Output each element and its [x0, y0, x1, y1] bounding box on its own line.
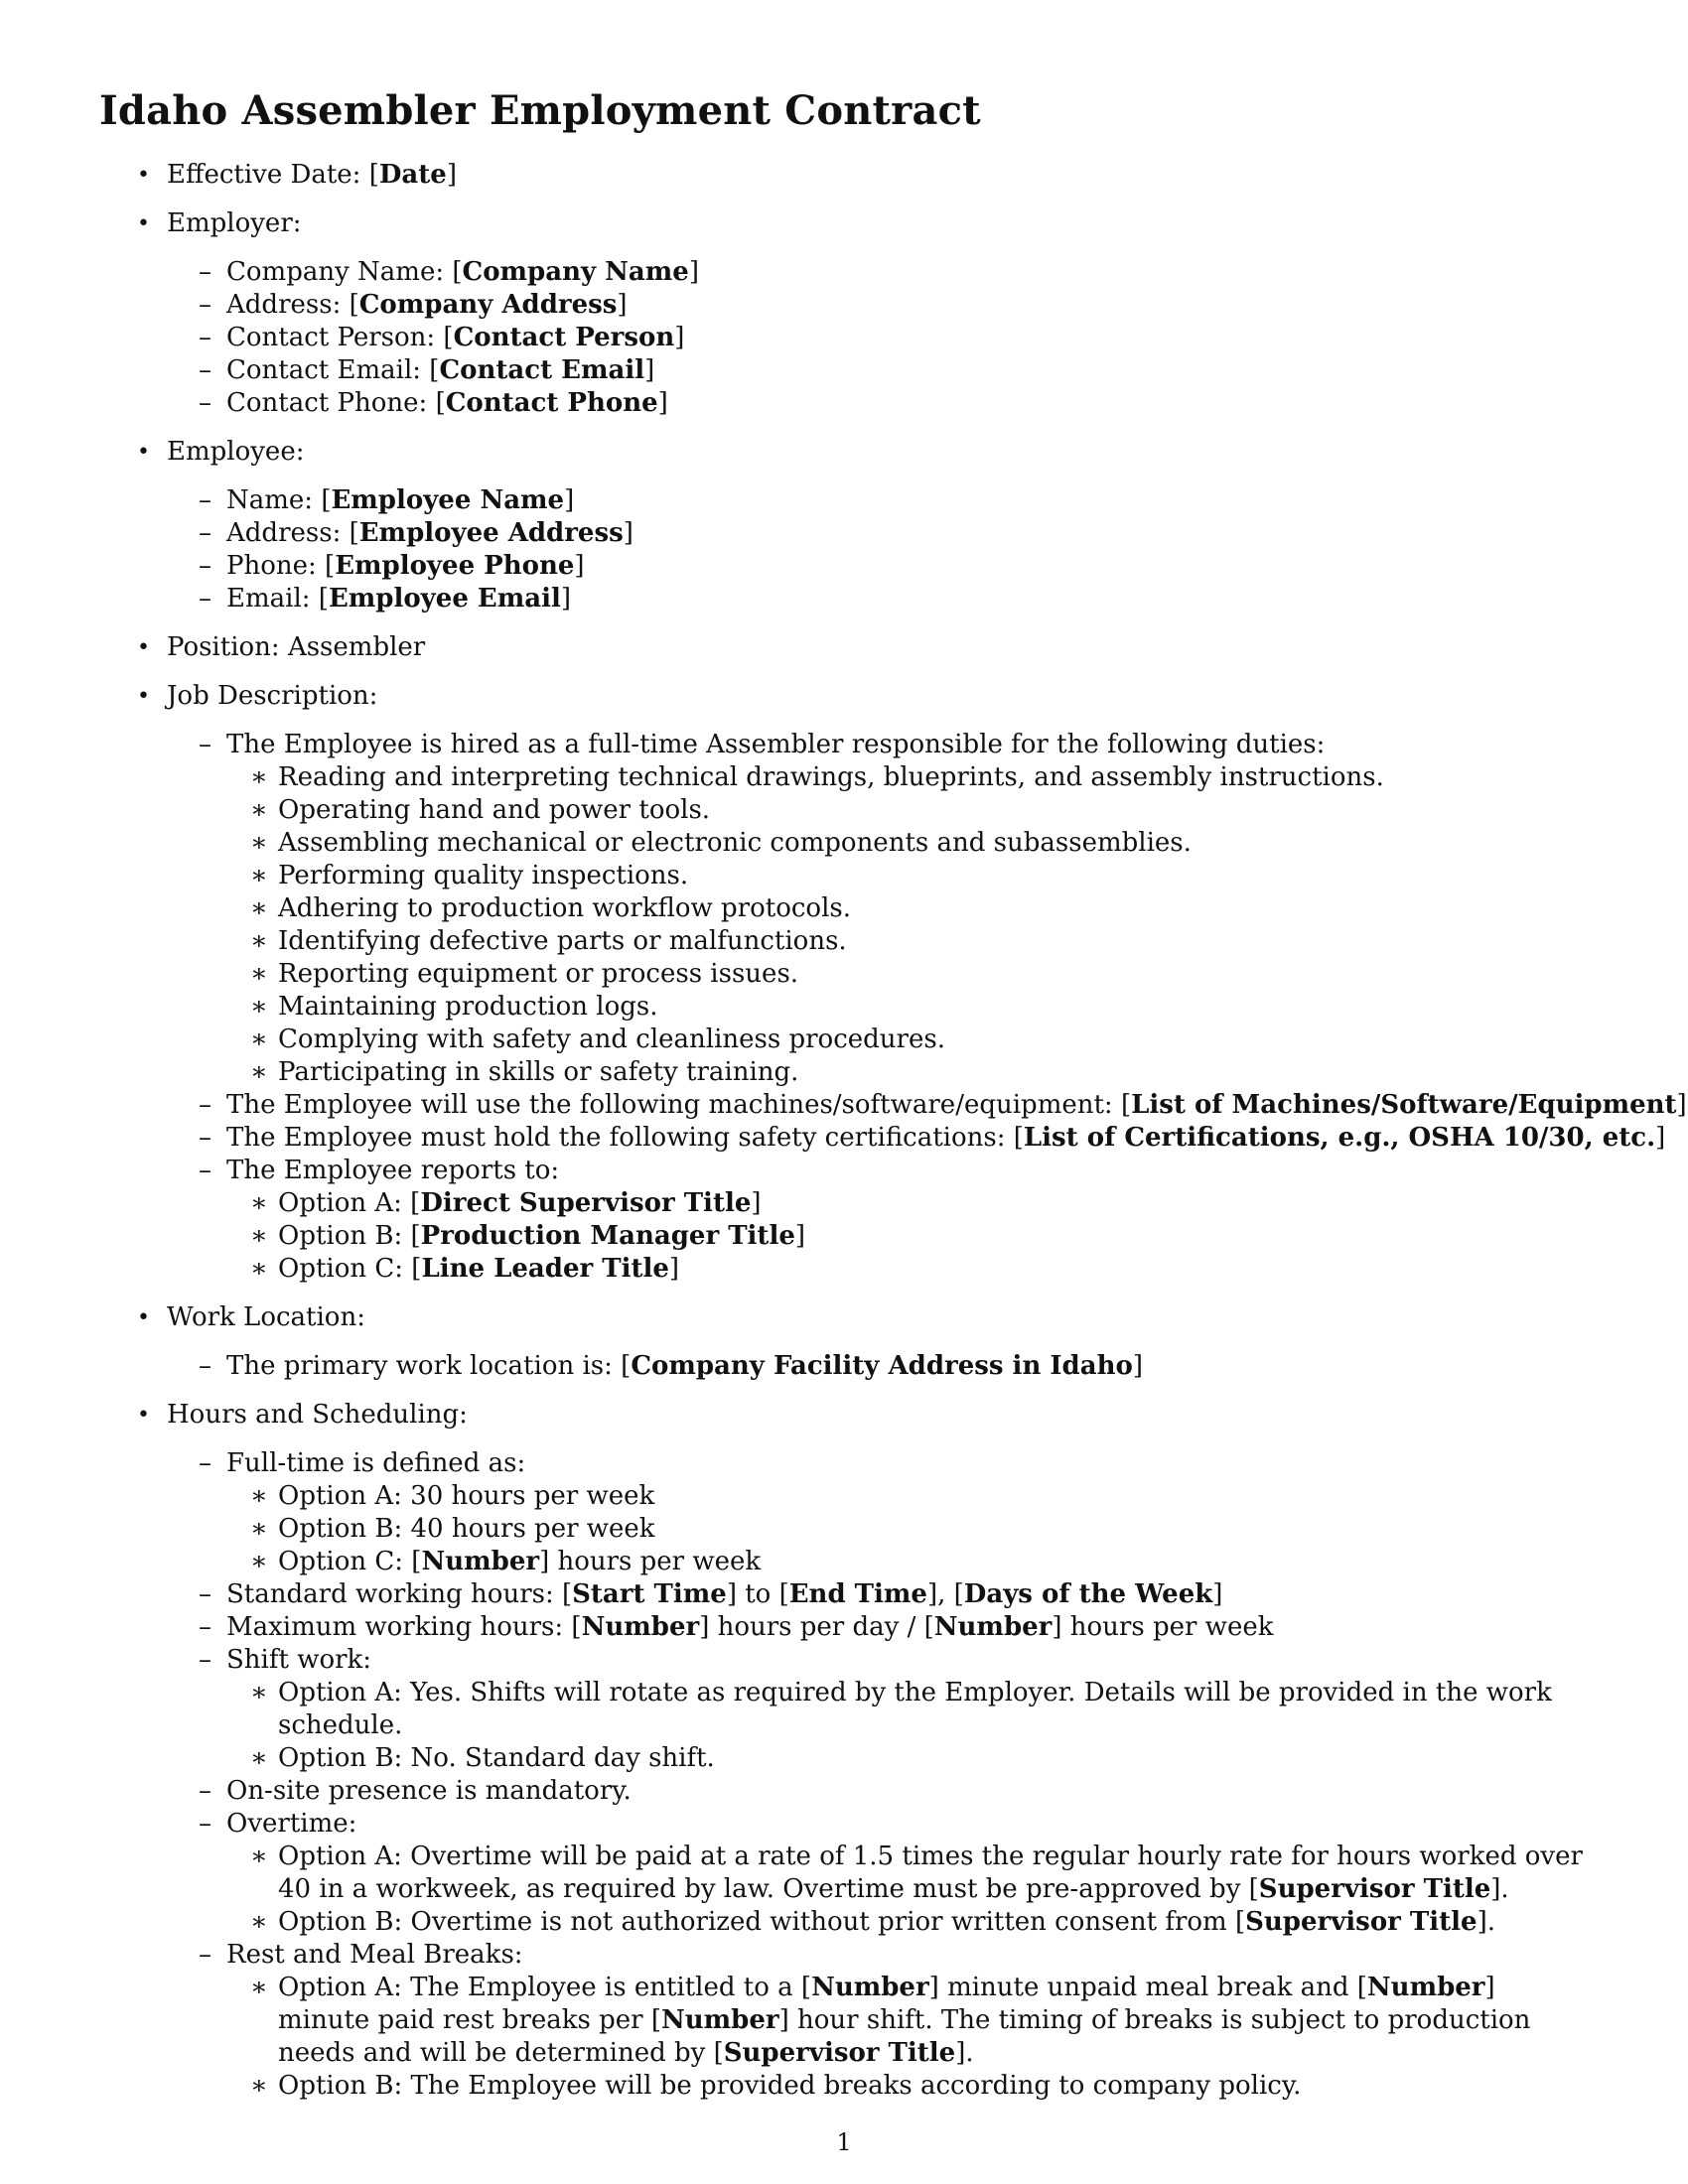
- text-run: Option B: Overtime is not authorized without prior written consent from [: [278, 1907, 1246, 1937]
- reports-to-text: [226, 1156, 559, 1185]
- text-run: ] minute paid rest breaks per [: [278, 1973, 1495, 2035]
- text-run: ]: [617, 290, 628, 320]
- text-run: ]: [668, 1254, 680, 1284]
- placeholder-field: Days of the Week: [963, 1579, 1213, 1609]
- bullet-marker: •: [137, 163, 150, 188]
- full-time-option-text: [278, 1547, 761, 1576]
- placeholder-field: Date: [378, 160, 447, 190]
- breaks-text: [226, 1940, 523, 1970]
- text-run: Participating in skills or safety training.: [278, 1057, 799, 1087]
- reports-option-text: [278, 1254, 679, 1284]
- employee-heading: [0, 436, 1688, 469]
- placeholder-field: Contact Phone: [445, 388, 658, 418]
- employer-heading-text: [167, 208, 302, 238]
- placeholder-field: Supervisor Title: [1245, 1907, 1477, 1937]
- placeholder-field: Direct Supervisor Title: [420, 1188, 752, 1218]
- duty-item-text: [278, 762, 1384, 792]
- dash-marker: –: [199, 1809, 211, 1839]
- primary-location: [0, 1350, 1688, 1383]
- bullet-marker: •: [137, 1403, 150, 1428]
- overtime: [0, 1808, 1688, 1841]
- placeholder-field: Number: [933, 1612, 1053, 1642]
- text-run: The primary work location is: [: [226, 1351, 632, 1381]
- star-marker: ∗: [250, 1547, 268, 1576]
- breaks-option: [0, 1972, 1688, 2070]
- text-run: ]: [644, 355, 655, 385]
- star-marker: ∗: [250, 1254, 268, 1284]
- dash-marker: –: [199, 1156, 211, 1185]
- reports-option: [0, 1187, 1688, 1220]
- overtime-option-text: [278, 1842, 1583, 1904]
- text-run: Effective Date: [: [167, 160, 379, 190]
- duty-item: [0, 794, 1688, 827]
- work-location-heading: [0, 1301, 1688, 1334]
- on-site-presence-text: [226, 1776, 632, 1806]
- dash-marker: –: [199, 388, 211, 418]
- placeholder-field: Number: [811, 1973, 929, 2002]
- text-run: ] hours per day / [: [699, 1612, 934, 1642]
- shift-work-text: [226, 1645, 371, 1675]
- placeholder-field: Contact Email: [439, 355, 645, 385]
- full-time-option-text: [278, 1481, 654, 1511]
- star-marker: ∗: [250, 992, 268, 1022]
- reports-option: [0, 1220, 1688, 1253]
- text-run: Contact Person: [: [226, 323, 454, 352]
- text-run: The Employee must hold the following safety certifications: [: [226, 1123, 1024, 1153]
- contact-email: [0, 354, 1688, 387]
- placeholder-field: List of Machines/Software/Equipment: [1131, 1090, 1677, 1120]
- hours-heading-text: [167, 1400, 468, 1430]
- star-marker: ∗: [250, 1514, 268, 1544]
- dash-marker: –: [199, 323, 211, 352]
- primary-location-text: [226, 1351, 1143, 1381]
- dash-marker: –: [199, 1940, 211, 1970]
- text-run: Option A: [: [278, 1188, 421, 1218]
- page-title: Idaho Assembler Employment Contract: [99, 87, 981, 134]
- full-time-option: [0, 1480, 1688, 1513]
- text-run: Address: [: [226, 290, 359, 320]
- duty-item-text: [278, 893, 851, 923]
- star-marker: ∗: [250, 828, 268, 858]
- text-run: Adhering to production workflow protocols.: [278, 893, 851, 923]
- placeholder-field: Employee Phone: [335, 551, 575, 581]
- placeholder-field: Employee Email: [328, 584, 561, 614]
- text-run: ], [: [926, 1579, 964, 1609]
- dash-marker: –: [199, 1579, 211, 1609]
- effective-date: [0, 159, 1688, 192]
- dash-marker: –: [199, 1612, 211, 1642]
- text-run: Option A: The Employee is entitled to a [: [278, 1973, 812, 2002]
- placeholder-field: End Time: [788, 1579, 927, 1609]
- dash-marker: –: [199, 257, 211, 287]
- duty-item-text: [278, 828, 1192, 858]
- on-site-presence: [0, 1775, 1688, 1808]
- text-run: Option B: The Employee will be provided breaks according to company policy.: [278, 2071, 1302, 2101]
- machines-line-text: [226, 1090, 1687, 1120]
- star-marker: ∗: [250, 1481, 268, 1511]
- full-time-definition-text: [226, 1448, 525, 1478]
- dash-marker: –: [199, 1645, 211, 1675]
- placeholder-field: Supervisor Title: [723, 2038, 956, 2068]
- dash-marker: –: [199, 584, 211, 614]
- text-run: Option B: 40 hours per week: [278, 1514, 655, 1544]
- duties-intro-text: [226, 730, 1325, 759]
- text-run: The Employee is hired as a full-time Assembler responsible for the following duties:: [226, 730, 1326, 759]
- text-run: ]: [1676, 1090, 1687, 1120]
- text-run: ].: [1490, 1874, 1509, 1904]
- text-run: Assembling mechanical or electronic components and subassemblies.: [278, 828, 1192, 858]
- duty-item: [0, 761, 1688, 794]
- certifications-line-text: [226, 1123, 1665, 1153]
- placeholder-field: Contact Person: [453, 323, 675, 352]
- effective-date-text: [167, 160, 457, 190]
- job-description-heading: [0, 680, 1688, 713]
- placeholder-field: Number: [661, 2005, 779, 2035]
- full-time-option-text: [278, 1514, 655, 1544]
- duty-item-text: [278, 1057, 798, 1087]
- text-run: Rest and Meal Breaks:: [226, 1940, 523, 1970]
- text-run: ]: [574, 551, 585, 581]
- standard-hours: [0, 1578, 1688, 1611]
- company-address-text: [226, 290, 628, 320]
- text-run: ]: [1132, 1351, 1143, 1381]
- star-marker: ∗: [250, 1678, 268, 1707]
- text-run: Operating hand and power tools.: [278, 795, 711, 825]
- employee-phone-text: [226, 551, 585, 581]
- duty-item-text: [278, 861, 688, 890]
- duty-item: [0, 991, 1688, 1024]
- text-run: ]: [446, 160, 457, 190]
- text-run: Employer:: [167, 208, 302, 238]
- star-marker: ∗: [250, 2071, 268, 2101]
- breaks-option: [0, 2070, 1688, 2103]
- company-name-text: [226, 257, 699, 287]
- text-run: Reading and interpreting technical drawings, blueprints, and assembly instructions.: [278, 762, 1384, 792]
- dash-marker: –: [199, 1090, 211, 1120]
- shift-option-text: [278, 1678, 1552, 1740]
- duty-item: [0, 1024, 1688, 1056]
- text-run: ] hours per week: [539, 1547, 762, 1576]
- text-run: ].: [955, 2038, 974, 2068]
- text-run: Contact Email: [: [226, 355, 440, 385]
- company-name: [0, 256, 1688, 289]
- overtime-text: [226, 1809, 356, 1839]
- text-run: Employee:: [167, 437, 305, 467]
- duty-item: [0, 925, 1688, 958]
- work-location-heading-text: [167, 1302, 365, 1332]
- text-run: ]: [751, 1188, 762, 1218]
- placeholder-field: Number: [1366, 1973, 1485, 2002]
- placeholder-field: Company Name: [462, 257, 689, 287]
- duty-item-text: [278, 992, 657, 1022]
- dash-marker: –: [199, 551, 211, 581]
- dash-marker: –: [199, 1123, 211, 1153]
- text-run: ]: [1655, 1123, 1666, 1153]
- text-run: ]: [674, 323, 685, 352]
- employee-address-text: [226, 518, 633, 548]
- duty-item-text: [278, 1024, 945, 1054]
- star-marker: ∗: [250, 959, 268, 989]
- placeholder-field: Company Facility Address in Idaho: [631, 1351, 1133, 1381]
- bullet-marker: •: [137, 635, 150, 660]
- shift-option: [0, 1742, 1688, 1775]
- shift-option-text: [278, 1743, 715, 1773]
- placeholder-field: List of Certifications, e.g., OSHA 10/30, etc.: [1023, 1123, 1656, 1153]
- bullet-marker: •: [137, 211, 150, 236]
- employee-name-text: [226, 485, 574, 515]
- certifications-line: [0, 1122, 1688, 1155]
- text-run: Name: [: [226, 485, 332, 515]
- star-marker: ∗: [250, 1743, 268, 1773]
- text-run: ] minute unpaid meal break and [: [928, 1973, 1367, 2002]
- text-run: ]: [623, 518, 633, 548]
- duty-item: [0, 1056, 1688, 1089]
- placeholder-field: Start Time: [572, 1579, 727, 1609]
- placeholder-field: Number: [581, 1612, 700, 1642]
- text-run: Option A: Overtime will be paid at a rate of 1.5 times the regular hourly rate for hours worked over 40 in a workweek, as required by law. Overtime must be pre-approved by [: [278, 1842, 1583, 1904]
- duty-item: [0, 958, 1688, 991]
- text-run: Overtime:: [226, 1809, 357, 1839]
- text-run: ]: [564, 485, 575, 515]
- star-marker: ∗: [250, 893, 268, 923]
- text-run: ] hour shift. The timing of breaks is subject to production needs and will be determined by [: [278, 2005, 1531, 2068]
- overtime-option: [0, 1841, 1688, 1906]
- text-run: ]: [688, 257, 699, 287]
- text-run: Option C: [: [278, 1547, 422, 1576]
- duty-item-text: [278, 926, 847, 956]
- full-time-definition: [0, 1447, 1688, 1480]
- text-run: ]: [794, 1221, 806, 1251]
- employee-address: [0, 517, 1688, 550]
- machines-line: [0, 1089, 1688, 1122]
- text-run: Option C: [: [278, 1254, 422, 1284]
- reports-option-text: [278, 1188, 762, 1218]
- text-run: Option B: [: [278, 1221, 421, 1251]
- overtime-option: [0, 1906, 1688, 1939]
- star-marker: ∗: [250, 1188, 268, 1218]
- text-run: Reporting equipment or process issues.: [278, 959, 799, 989]
- text-run: Shift work:: [226, 1645, 372, 1675]
- dash-marker: –: [199, 730, 211, 759]
- breaks-option-text: [278, 1973, 1530, 2068]
- star-marker: ∗: [250, 1842, 268, 1871]
- contact-phone-text: [226, 388, 668, 418]
- star-marker: ∗: [250, 1973, 268, 2002]
- dash-marker: –: [199, 485, 211, 515]
- full-time-option: [0, 1513, 1688, 1546]
- text-run: Hours and Scheduling:: [167, 1400, 468, 1430]
- text-run: Company Name: [: [226, 257, 463, 287]
- bullet-marker: •: [137, 440, 150, 465]
- placeholder-field: Company Address: [358, 290, 618, 320]
- employer-heading: [0, 207, 1688, 240]
- text-run: ] to [: [726, 1579, 789, 1609]
- text-run: ].: [1477, 1907, 1495, 1937]
- text-run: The Employee will use the following machines/software/equipment: [: [226, 1090, 1132, 1120]
- reports-option: [0, 1253, 1688, 1286]
- text-run: Standard working hours: [: [226, 1579, 573, 1609]
- dash-marker: –: [199, 290, 211, 320]
- text-run: ]: [1212, 1579, 1223, 1609]
- text-run: ] hours per week: [1052, 1612, 1274, 1642]
- bullet-marker: •: [137, 1305, 150, 1330]
- text-run: Email: [: [226, 584, 329, 614]
- employee-heading-text: [167, 437, 304, 467]
- hours-heading: [0, 1399, 1688, 1432]
- text-run: Position: Assembler: [167, 632, 426, 662]
- employee-name: [0, 484, 1688, 517]
- duty-item: [0, 860, 1688, 892]
- star-marker: ∗: [250, 1024, 268, 1054]
- maximum-hours-text: [226, 1612, 1273, 1642]
- text-run: Work Location:: [167, 1302, 365, 1332]
- duty-item-text: [278, 795, 710, 825]
- breaks-option-text: [278, 2071, 1301, 2101]
- star-marker: ∗: [250, 1057, 268, 1087]
- position-text: [167, 632, 425, 662]
- dash-marker: –: [199, 1776, 211, 1806]
- star-marker: ∗: [250, 926, 268, 956]
- dash-marker: –: [199, 355, 211, 385]
- breaks: [0, 1939, 1688, 1972]
- duties-intro: [0, 729, 1688, 761]
- placeholder-field: Employee Address: [358, 518, 624, 548]
- standard-hours-text: [226, 1579, 1222, 1609]
- placeholder-field: Line Leader Title: [421, 1254, 669, 1284]
- position: [0, 631, 1688, 664]
- star-marker: ∗: [250, 1907, 268, 1937]
- dash-marker: –: [199, 1351, 211, 1381]
- text-run: Option B: No. Standard day shift.: [278, 1743, 715, 1773]
- text-run: Full-time is defined as:: [226, 1448, 526, 1478]
- job-description-heading-text: [167, 681, 377, 711]
- text-run: ]: [657, 388, 668, 418]
- text-run: Complying with safety and cleanliness procedures.: [278, 1024, 945, 1054]
- contract-body: [0, 159, 1688, 2103]
- placeholder-field: Employee Name: [331, 485, 565, 515]
- company-address: [0, 289, 1688, 322]
- contact-phone: [0, 387, 1688, 420]
- duty-item: [0, 827, 1688, 860]
- text-run: ]: [560, 584, 571, 614]
- text-run: Option A: 30 hours per week: [278, 1481, 655, 1511]
- shift-work: [0, 1644, 1688, 1677]
- employee-email: [0, 583, 1688, 615]
- dash-marker: –: [199, 518, 211, 548]
- text-run: Contact Phone: [: [226, 388, 446, 418]
- overtime-option-text: [278, 1907, 1495, 1937]
- dash-marker: –: [199, 1448, 211, 1478]
- employee-email-text: [226, 584, 571, 614]
- duty-item-text: [278, 959, 798, 989]
- star-marker: ∗: [250, 795, 268, 825]
- text-run: On-site presence is mandatory.: [226, 1776, 632, 1806]
- placeholder-field: Number: [421, 1547, 540, 1576]
- text-run: Job Description:: [167, 681, 378, 711]
- text-run: Maximum working hours: [: [226, 1612, 582, 1642]
- reports-to: [0, 1155, 1688, 1187]
- star-marker: ∗: [250, 1221, 268, 1251]
- bullet-marker: •: [137, 684, 150, 709]
- text-run: Phone: [: [226, 551, 336, 581]
- contact-person-text: [226, 323, 684, 352]
- star-marker: ∗: [250, 762, 268, 792]
- placeholder-field: Supervisor Title: [1258, 1874, 1491, 1904]
- placeholder-field: Production Manager Title: [420, 1221, 795, 1251]
- maximum-hours: [0, 1611, 1688, 1644]
- employee-phone: [0, 550, 1688, 583]
- shift-option: [0, 1677, 1688, 1742]
- text-run: The Employee reports to:: [226, 1156, 560, 1185]
- duty-item: [0, 892, 1688, 925]
- text-run: Option A: Yes. Shifts will rotate as required by the Employer. Details will be provided in the work schedule.: [278, 1678, 1552, 1740]
- text-run: Identifying defective parts or malfunctions.: [278, 926, 847, 956]
- contact-email-text: [226, 355, 654, 385]
- star-marker: ∗: [250, 861, 268, 890]
- reports-option-text: [278, 1221, 805, 1251]
- text-run: Maintaining production logs.: [278, 992, 658, 1022]
- full-time-option: [0, 1546, 1688, 1578]
- text-run: Performing quality inspections.: [278, 861, 689, 890]
- text-run: Address: [: [226, 518, 359, 548]
- contact-person: [0, 322, 1688, 354]
- page-number: 1: [836, 2128, 852, 2156]
